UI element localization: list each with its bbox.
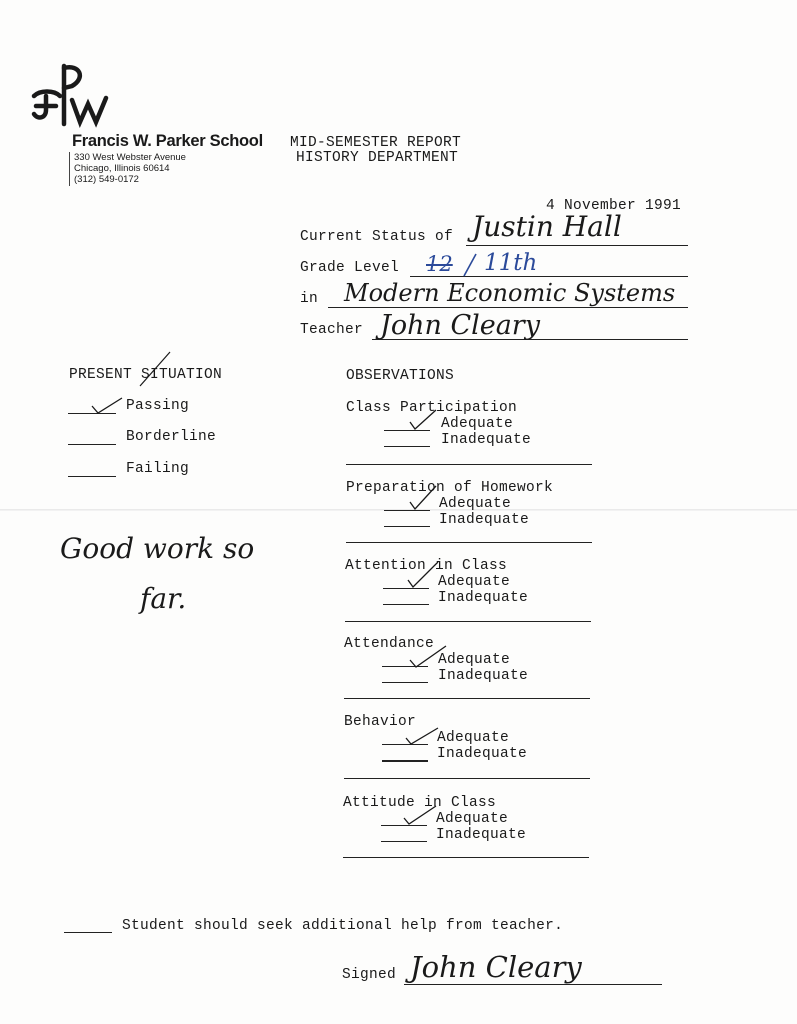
inadequate-blank	[382, 682, 428, 683]
school-logo-icon	[28, 60, 112, 138]
observations-heading: OBSERVATIONS	[346, 368, 455, 384]
teacher-label: Teacher	[300, 322, 364, 338]
inadequate-label: Inadequate	[437, 746, 528, 762]
grade-label: Grade Level	[300, 260, 400, 276]
status-line	[466, 245, 688, 246]
inadequate-label: Inadequate	[438, 590, 529, 606]
comment-line-2: far.	[140, 582, 187, 615]
address-phone: (312) 549-0172	[74, 174, 139, 185]
observation-title: Behavior	[344, 714, 417, 730]
inadequate-label: Inadequate	[439, 512, 530, 528]
adequate-label: Adequate	[438, 574, 511, 590]
situation-blank	[68, 444, 116, 445]
situation-label: Failing	[126, 461, 190, 477]
check-mark-icon	[90, 396, 124, 416]
observation-divider	[343, 857, 589, 858]
check-mark-icon	[406, 560, 440, 590]
report-date: 4 November 1991	[546, 198, 682, 214]
footer-signature: John Cleary	[410, 950, 582, 984]
observation-title: Class Participation	[346, 400, 518, 416]
grade-struck: 12	[426, 252, 453, 276]
adequate-label: Adequate	[438, 652, 511, 668]
observation-divider	[346, 464, 592, 465]
inadequate-blank	[383, 604, 429, 605]
inadequate-blank	[382, 760, 428, 762]
grade-slash	[460, 252, 480, 278]
school-address	[74, 152, 186, 185]
check-mark-icon	[408, 408, 438, 432]
check-mark-icon	[404, 726, 440, 748]
school-name: Francis W. Parker School	[72, 132, 263, 150]
observation-title: Preparation of Homework	[346, 480, 554, 496]
observation-title: Attitude in Class	[343, 795, 497, 811]
inadequate-label: Inadequate	[436, 827, 527, 843]
signature-line	[404, 984, 662, 985]
situation-blank	[68, 476, 116, 477]
situation-label: Passing	[126, 398, 190, 414]
adequate-label: Adequate	[437, 730, 510, 746]
check-mark-icon	[408, 484, 438, 512]
adequate-label: Adequate	[439, 496, 512, 512]
situation-heading: PRESENT SITUATION	[69, 367, 223, 383]
situation-heading-mark	[136, 350, 176, 388]
observation-title: Attendance	[344, 636, 435, 652]
observation-behavior	[344, 714, 594, 780]
observation-attitude	[343, 795, 593, 861]
observation-divider	[344, 778, 590, 779]
signed-label: Signed	[342, 967, 397, 983]
address-rule	[69, 152, 70, 186]
observation-attendance	[344, 636, 594, 702]
observation-divider	[344, 698, 590, 699]
situation-label: Borderline	[126, 429, 217, 445]
report-title: MID-SEMESTER REPORT	[290, 135, 462, 151]
observation-class-participation	[346, 400, 596, 466]
inadequate-label: Inadequate	[438, 668, 529, 684]
course-line	[328, 307, 688, 308]
adequate-label: Adequate	[436, 811, 509, 827]
address-line-2: Chicago, Illinois 60614	[74, 163, 170, 174]
check-mark-icon	[408, 644, 448, 670]
observation-divider	[345, 621, 591, 622]
course-value: Modern Economic Systems	[344, 279, 676, 307]
teacher-signature: John Cleary	[380, 310, 540, 341]
grade-line	[410, 276, 688, 277]
comment-line-1: Good work so	[60, 532, 255, 565]
observation-title: Attention in Class	[345, 558, 508, 574]
grade-value: 11th	[484, 250, 538, 276]
report-department: HISTORY DEPARTMENT	[296, 150, 459, 166]
address-line-1: 330 West Webster Avenue	[74, 152, 186, 163]
status-label: Current Status of	[300, 229, 454, 245]
inadequate-label: Inadequate	[441, 432, 532, 448]
observation-divider	[346, 542, 592, 543]
student-name: Justin Hall	[472, 210, 622, 243]
help-text: Student should seek additional help from teacher.	[122, 918, 564, 934]
help-blank	[64, 932, 112, 933]
observation-homework	[346, 480, 596, 546]
observation-attention	[345, 558, 595, 624]
course-label: in	[300, 291, 319, 307]
check-mark-icon	[402, 804, 438, 828]
adequate-label: Adequate	[441, 416, 514, 432]
inadequate-blank	[381, 841, 427, 842]
inadequate-blank	[384, 526, 430, 527]
inadequate-blank	[384, 446, 430, 447]
